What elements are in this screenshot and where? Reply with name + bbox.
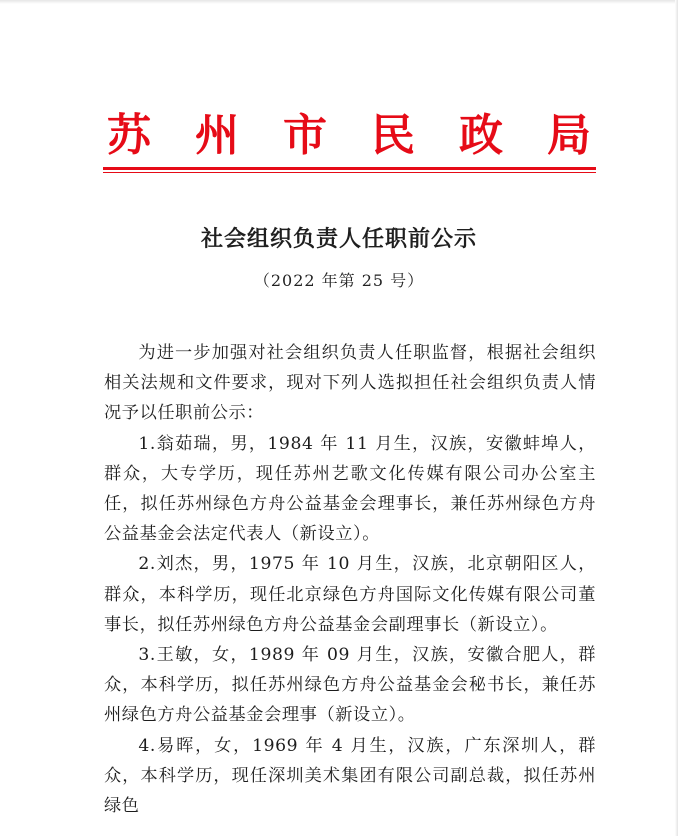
document-title: 社会组织负责人任职前公示 <box>200 227 477 252</box>
intro-paragraph: 为进一步加强对社会组织负责人任职监督，根据社会组织相关法规和文件要求，现对下列人选拟担任社会组织负责人情况予以任职前公示： <box>104 343 596 424</box>
candidate-paragraph-4: 4.易晖，女，1969 年 4 月生，汉族，广东深圳人，群众，本科学历，现任深圳美术集团有限公司副总裁，拟任苏州绿色 <box>104 735 596 817</box>
letterhead-char: 政 <box>459 110 503 161</box>
letterhead-char: 苏 <box>107 110 151 161</box>
letterhead-char: 州 <box>195 110 239 161</box>
letterhead-org-name <box>104 106 594 166</box>
candidate-paragraph-1: 1.翁茹瑞，男，1984 年 11 月生，汉族，安徽蚌埠人，群众，大专学历，现任苏州艺歌文化传媒有限公司办公室主任，拟任苏州绿色方舟公益基金会理事长，兼任苏州绿色方舟公益基金会法定代表人（新设立）。 <box>104 433 596 545</box>
candidate-paragraph-3: 3.王敏，女，1989 年 09 月生，汉族，安徽合肥人，群众，本科学历，拟任苏州绿色方舟公益基金会秘书长，兼任苏州绿色方舟公益基金会理事（新设立）。 <box>104 645 596 726</box>
letterhead-char: 局 <box>547 110 591 161</box>
candidate-paragraph-2: 2.刘杰，男，1975 年 10 月生，汉族，北京朝阳区人，群众，本科学历，现任北京绿色方舟国际文化传媒有限公司董事长，拟任苏州绿色方舟公益基金会副理事长（新设立）。 <box>104 554 596 635</box>
letterhead-char: 民 <box>371 110 415 161</box>
letterhead-rule-thin <box>103 172 596 173</box>
letterhead-char: 市 <box>283 110 327 161</box>
document-body <box>104 338 596 821</box>
page-top-shadow <box>0 0 678 4</box>
letterhead-rule-thick <box>103 167 596 170</box>
document-number: （2022 年第 25 号） <box>253 271 425 290</box>
